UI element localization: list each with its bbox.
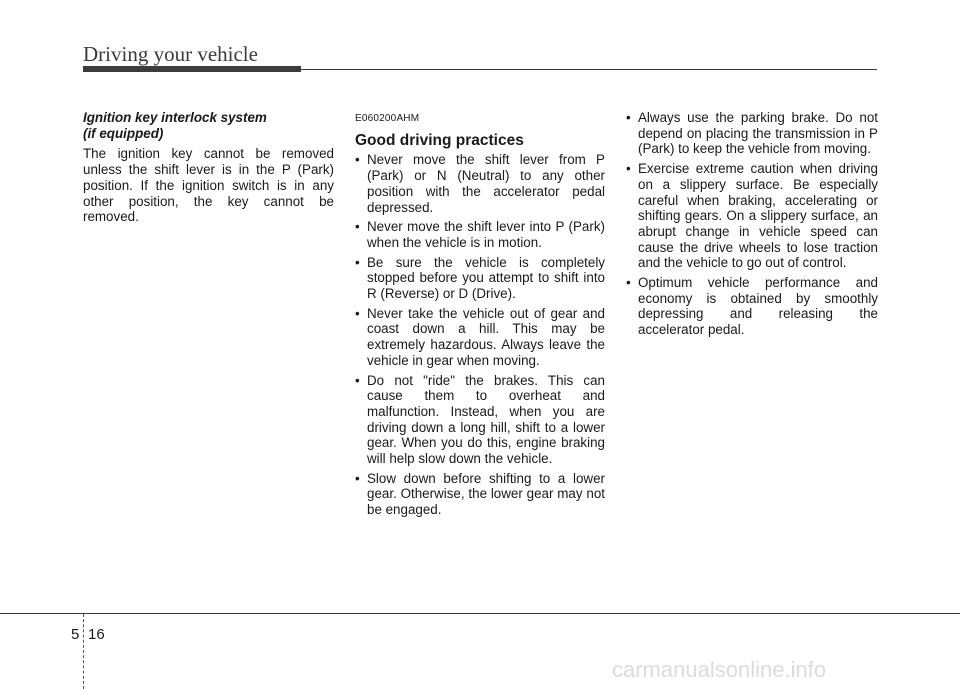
list-item: • Always use the parking brake. Do not depend on placing the transmission in P (Park) to keep the vehicle from moving. bbox=[626, 110, 878, 157]
left-column bbox=[83, 110, 334, 225]
bullet-list-middle bbox=[355, 152, 605, 517]
section-heading-good-driving: Good driving practices bbox=[355, 131, 524, 149]
section-code: E060200AHM bbox=[355, 113, 420, 124]
middle-column bbox=[355, 110, 605, 522]
footer-divider bbox=[83, 614, 84, 689]
watermark: carmanualsonline.info bbox=[612, 657, 827, 682]
list-item: • Never move the shift lever from P (Park) or N (Neutral) to any other position with the accelerator pedal depressed. bbox=[355, 152, 605, 215]
list-item: • Never move the shift lever into P (Park) when the vehicle is in motion. bbox=[355, 219, 605, 250]
list-item: • Do not "ride" the brakes. This can cause them to overheat and malfunction. Instead, when you are driving down a long hill, shift to a lower gear. When you do this, engine braking will help slow down the vehicle. bbox=[355, 373, 605, 467]
section-heading-ignition-interlock bbox=[83, 110, 334, 141]
bullet-list-right bbox=[626, 110, 878, 338]
list-item: • Be sure the vehicle is completely stopped before you attempt to shift into R (Reverse) or D (Drive). bbox=[355, 255, 605, 302]
list-item: • Exercise extreme caution when driving on a slippery surface. Be especially careful when braking, accelerating or shifting gears. On a slippery surface, an abrupt change in vehicle speed can cause the drive wheels to lose traction and the vehicle to go out of control. bbox=[626, 161, 878, 271]
header-rule-thick bbox=[83, 66, 301, 72]
right-column bbox=[626, 110, 878, 342]
list-item: • Never take the vehicle out of gear and coast down a hill. This may be extremely hazardous. Always leave the vehicle in gear when moving. bbox=[355, 306, 605, 369]
list-item: • Slow down before shifting to a lower gear. Otherwise, the lower gear may not be engaged. bbox=[355, 471, 605, 518]
header-rule-thin bbox=[301, 69, 877, 70]
page-header-title: Driving your vehicle bbox=[83, 42, 258, 66]
body-paragraph: The ignition key cannot be removed unless the shift lever is in the P (Park) position. If the ignition switch is in any other position, the key cannot be removed. bbox=[83, 146, 334, 225]
heading-line-1: Ignition key interlock system bbox=[83, 110, 267, 125]
footer-rule bbox=[0, 613, 960, 614]
page-number: 16 bbox=[88, 626, 105, 643]
chapter-number: 5 bbox=[71, 626, 80, 643]
list-item: • Optimum vehicle performance and economy is obtained by smoothly depressing and releasing the accelerator pedal. bbox=[626, 275, 878, 338]
heading-line-2: (if equipped) bbox=[83, 125, 164, 141]
